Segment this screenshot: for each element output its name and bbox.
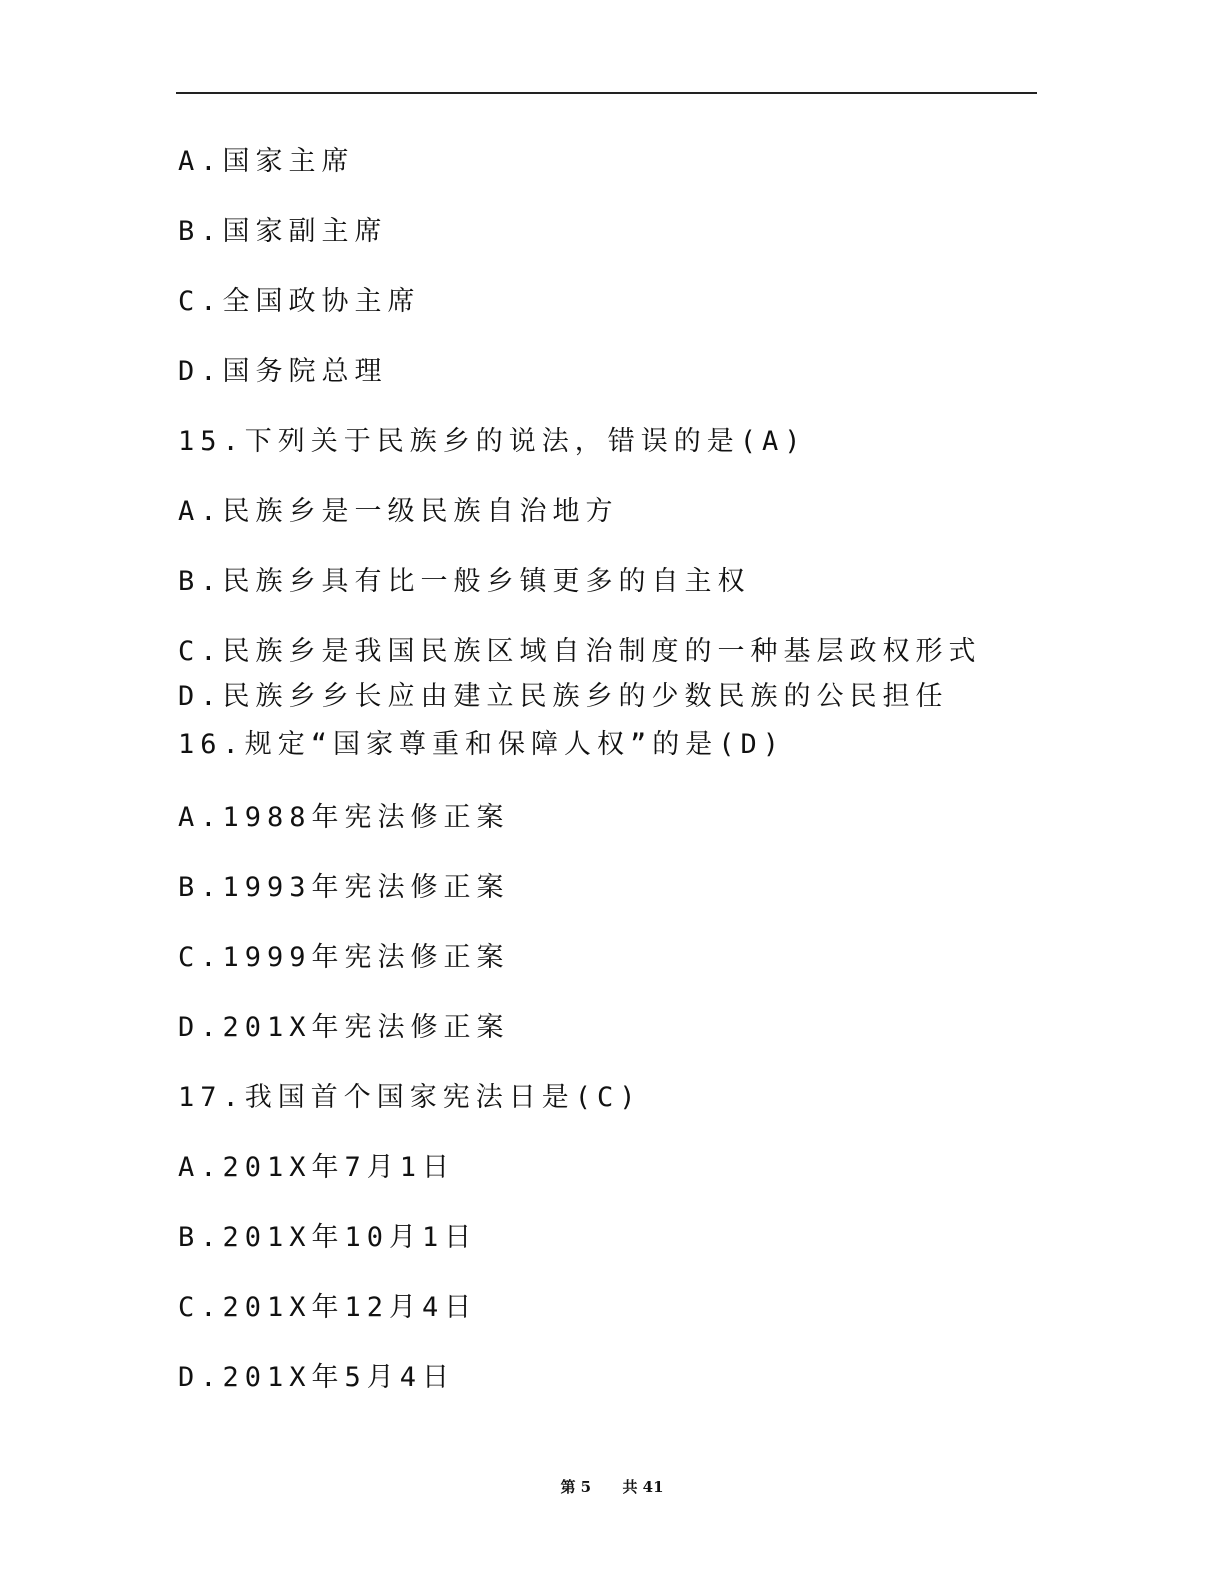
question-17: 17.我国首个国家宪法日是(C) bbox=[178, 1082, 642, 1113]
question-15: 15.下列关于民族乡的说法，错误的是(A) bbox=[178, 426, 807, 457]
option-c-q15: C.民族乡是我国民族区域自治制度的一种基层政权形式 bbox=[178, 636, 982, 667]
option-a-q15: A.民族乡是一级民族自治地方 bbox=[178, 496, 619, 527]
page-footer bbox=[0, 1476, 1224, 1497]
option-a-q16: A.1988年宪法修正案 bbox=[178, 802, 510, 833]
header-rule bbox=[176, 92, 1037, 94]
page-total: 共 41 bbox=[622, 1478, 664, 1496]
option-b-q17: B.201X年10月1日 bbox=[178, 1222, 478, 1253]
option-a-q14: A.国家主席 bbox=[178, 146, 355, 177]
option-b-q16: B.1993年宪法修正案 bbox=[178, 872, 510, 903]
page-number: 第 5 bbox=[560, 1478, 592, 1496]
question-16: 16.规定“国家尊重和保障人权”的是(D) bbox=[178, 729, 786, 760]
option-a-q17: A.201X年7月1日 bbox=[178, 1152, 456, 1183]
option-d-q17: D.201X年5月4日 bbox=[178, 1362, 456, 1393]
option-d-q14: D.国务院总理 bbox=[178, 356, 388, 387]
option-b-q14: B.国家副主席 bbox=[178, 216, 388, 247]
option-c-q14: C.全国政协主席 bbox=[178, 286, 421, 317]
option-b-q15: B.民族乡具有比一般乡镇更多的自主权 bbox=[178, 566, 751, 597]
option-d-q16: D.201X年宪法修正案 bbox=[178, 1012, 510, 1043]
option-c-q16: C.1999年宪法修正案 bbox=[178, 942, 510, 973]
option-c-q17: C.201X年12月4日 bbox=[178, 1292, 478, 1323]
option-d-q15: D.民族乡乡长应由建立民族乡的少数民族的公民担任 bbox=[178, 681, 949, 712]
